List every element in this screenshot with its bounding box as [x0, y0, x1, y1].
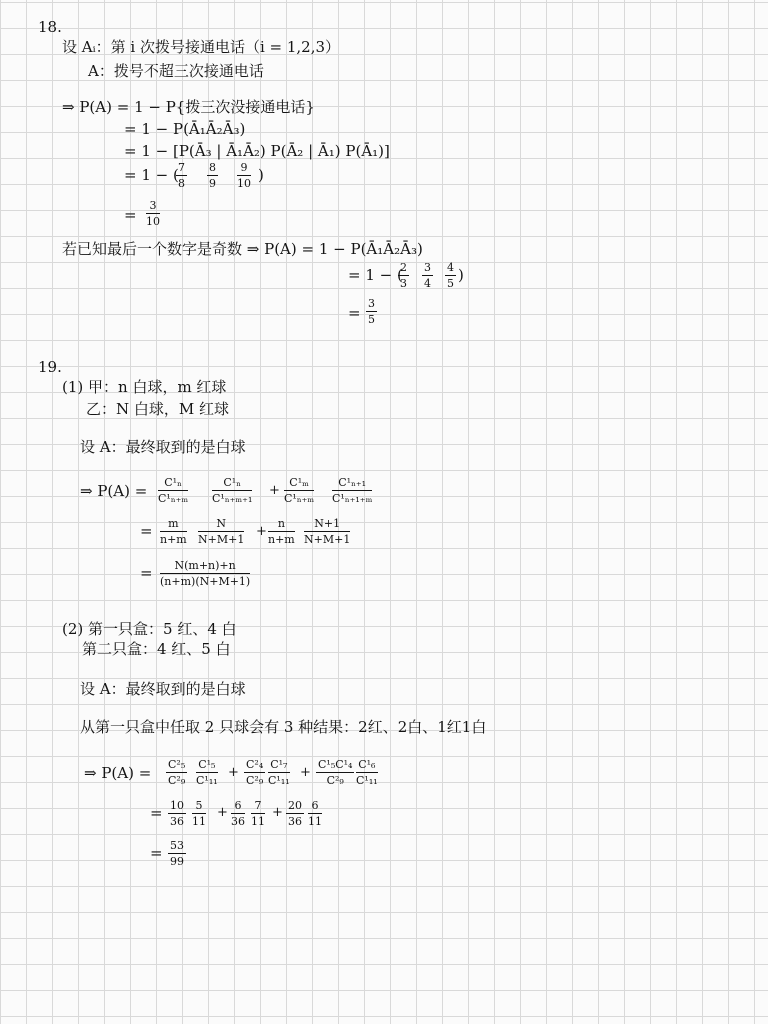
p18-step-2: = 1 − P(Ā₁Ā₂Ā₃) — [124, 120, 246, 138]
p19-part2-result-equals: = — [150, 844, 163, 862]
fraction: 5 11 — [192, 799, 206, 828]
p19-part1-step-2-equals: = — [140, 522, 153, 540]
p19-part1-prob-label: ⇒ P(A) = — [80, 482, 148, 500]
plus-sign: + — [256, 524, 267, 539]
p18-step-1: ⇒ P(A) = 1 − P{拨三次没接通电话} — [62, 98, 315, 116]
fraction: 6 11 — [308, 799, 322, 828]
fraction: 7 11 — [251, 799, 265, 828]
fraction: N+1 N+M+1 — [304, 517, 351, 546]
p18-result-equals: = — [124, 206, 137, 224]
fraction: 2 3 — [400, 261, 407, 290]
problem-19-number: 19. — [38, 358, 62, 376]
fraction: N N+M+1 — [198, 517, 245, 546]
fraction: 20 36 — [288, 799, 302, 828]
fraction: C¹ₙ₊₁ C¹ₙ₊₁₊ₘ — [332, 476, 373, 505]
p19-part2-outcomes: 从第一只盒中任取 2 只球会有 3 种结果：2红、2白、1红1白 — [80, 718, 487, 736]
p18-result-fraction: 3 10 — [146, 199, 160, 228]
fraction: 8 9 — [209, 161, 216, 190]
problem-18-number: 18. — [38, 18, 62, 36]
fraction: 10 36 — [170, 799, 184, 828]
plus-sign: + — [217, 805, 228, 820]
p19-part2-result-fraction: 53 99 — [170, 839, 184, 868]
fraction: C¹ₙ C¹ₙ₊ₘ — [158, 476, 189, 505]
fraction: C¹₇ C¹₁₁ — [268, 758, 290, 787]
fraction: 7 8 — [178, 161, 185, 190]
fraction: C¹ₙ C¹ₙ₊ₘ₊₁ — [212, 476, 253, 505]
fraction: n n+m — [268, 517, 295, 546]
p19-part2-event: 设 A：最终取到的是白球 — [80, 680, 246, 698]
p19-part1-event: 设 A：最终取到的是白球 — [80, 438, 246, 456]
fraction: m n+m — [160, 517, 187, 546]
p18-step-4-open: = 1 − ( — [124, 166, 179, 184]
p19-part2-step-2-equals: = — [150, 804, 163, 822]
p19-part1-result-equals: = — [140, 564, 153, 582]
p19-part2-box-1: (2) 第一只盒：5 红、4 白 — [62, 620, 237, 638]
fraction: C¹₅ C¹₁₁ — [196, 758, 218, 787]
plus-sign: + — [228, 765, 239, 780]
p18-step-4-close: ) — [258, 166, 264, 184]
fraction: C²₅ C²₉ — [168, 758, 186, 787]
fraction: C¹₆ C¹₁₁ — [356, 758, 378, 787]
fraction: 4 5 — [447, 261, 454, 290]
plus-sign: + — [269, 483, 280, 498]
fraction: C²₄ C²₉ — [246, 758, 264, 787]
p18-odd-digit-condition: 若已知最后一个数字是奇数 ⇒ P(A) = 1 − P(Ā₁Ā₂Ā₃) — [62, 240, 423, 258]
fraction: 6 36 — [231, 799, 245, 828]
p18-odd-step-1-close: ) — [458, 266, 464, 284]
p18-definition-ai: 设 Aᵢ：第 i 次拨号接通电话（i = 1,2,3） — [62, 38, 341, 56]
p19-part2-prob-label: ⇒ P(A) = — [84, 764, 152, 782]
p18-definition-a: A：拨号不超三次接通电话 — [88, 62, 264, 80]
p19-part1-box-a: (1) 甲：n 白球，m 红球 — [62, 378, 227, 396]
p19-part2-box-2: 第二只盒：4 红、5 白 — [82, 640, 231, 658]
p18-odd-step-1-open: = 1 − ( — [348, 266, 403, 284]
plus-sign: + — [272, 805, 283, 820]
p18-odd-result-equals: = — [348, 304, 361, 322]
fraction: 9 10 — [237, 161, 251, 190]
fraction: C¹₅C¹₄ C²₉ — [318, 758, 353, 787]
plus-sign: + — [300, 765, 311, 780]
p18-odd-result-fraction: 3 5 — [368, 297, 375, 326]
p19-part1-result-fraction: N(m+n)+n (n+m)(N+M+1) — [160, 559, 251, 588]
p19-part1-box-b: 乙：N 白球，M 红球 — [86, 400, 230, 418]
fraction: 3 4 — [424, 261, 431, 290]
fraction: C¹ₘ C¹ₙ₊ₘ — [284, 476, 315, 505]
p18-step-3: = 1 − [P(Ā₃ | Ā₁Ā₂) P(Ā₂ | Ā₁) P(Ā₁)] — [124, 142, 390, 160]
